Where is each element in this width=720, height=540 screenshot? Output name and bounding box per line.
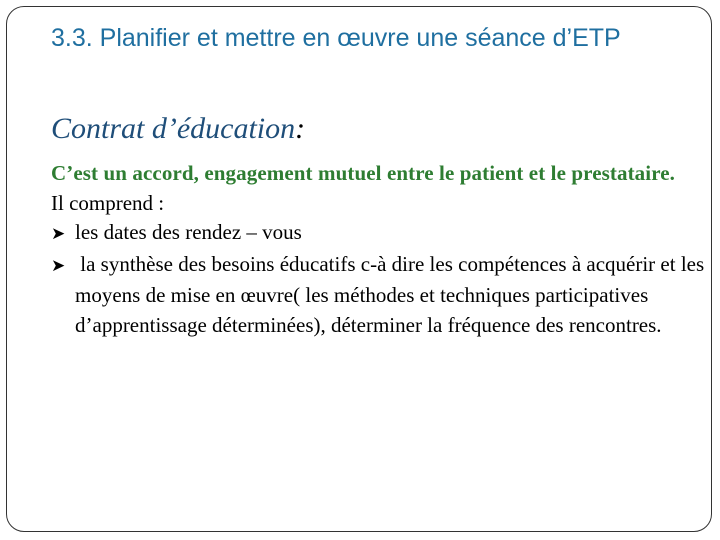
slide-frame (6, 6, 712, 532)
slide-body (51, 159, 711, 340)
list-item (51, 250, 711, 341)
intro-text: Il comprend : (51, 190, 165, 215)
slide-title: 3.3. Planifier et mettre en œuvre une séance d’ETP (51, 24, 621, 52)
definition-text: C’est un accord, engagement mutuel entre le patient et le prestataire. (51, 161, 676, 185)
arrow-bullet-icon: ➤ (51, 255, 66, 276)
slide-subtitle (51, 111, 305, 147)
subtitle-colon: : (295, 112, 306, 145)
bullet-text: la synthèse des besoins éducatifs c-à dire les compétences à acquérir et les moyens de mise en œuvre( les méthodes et techniques participatives d’apprentissage déterminées), déterminer la fréquence des rencontres. (75, 251, 705, 337)
list-item (51, 218, 711, 250)
arrow-bullet-icon: ➤ (51, 224, 66, 244)
bullet-text: les dates des rendez – vous (75, 220, 302, 244)
subtitle-text: Contrat d’éducation (51, 112, 296, 145)
